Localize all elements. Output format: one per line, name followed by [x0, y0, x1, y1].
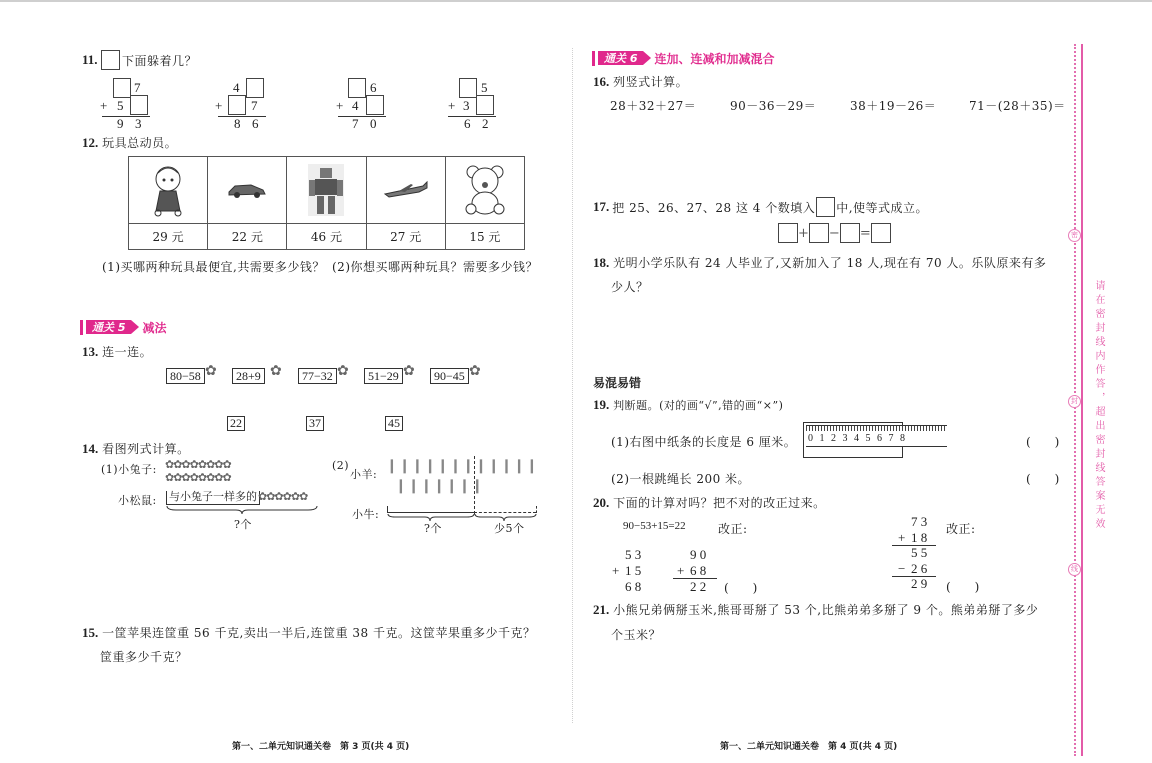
digit: 3 — [463, 98, 470, 113]
q14-part1-label — [101, 461, 157, 477]
section-tag-6 — [592, 50, 775, 66]
toy-cell — [208, 157, 287, 224]
toy-cell — [366, 157, 445, 224]
digit: 5 — [481, 80, 488, 95]
answer-box[interactable] — [130, 95, 148, 115]
section-tag-label: 通关 5 — [86, 320, 131, 334]
q16-expr-4: 71－(28＋35)＝ — [969, 99, 1066, 113]
digit: 4 — [233, 80, 240, 95]
answer-box[interactable]: 37 — [306, 416, 324, 431]
answer-paren[interactable]: ( ) — [946, 580, 980, 594]
easy-mistakes-heading: 易混易错 — [593, 376, 642, 390]
equals-sign: = — [859, 225, 871, 241]
total-brace — [166, 505, 318, 515]
section-title: 连加、连减和加减混合 — [654, 51, 775, 66]
page-divider — [572, 48, 573, 723]
answer-box[interactable] — [840, 223, 860, 243]
tick-label: 0 — [808, 433, 820, 444]
q13-header — [82, 343, 152, 360]
q16-expr-3: 38＋19－26＝ — [850, 99, 937, 113]
digit: 5 3 — [625, 547, 642, 562]
digit: 5 — [117, 98, 124, 113]
carrot-icons-row2: ❙❙❙❙❙❙❙ — [395, 478, 485, 494]
toy-cell — [445, 157, 524, 224]
ruler-labels — [808, 433, 912, 444]
answer-paren[interactable]: ( ) — [1026, 435, 1060, 449]
digit: 3 — [135, 116, 142, 131]
q21-text: 小熊兄弟俩掰玉米,熊哥哥掰了 53 个,比熊弟弟多掰了 9 个。熊弟弟掰了多少 — [613, 603, 1039, 617]
digit: 1 8 — [911, 530, 928, 545]
q19-item-2: (2)一根跳绳长 200 米。 — [611, 472, 751, 486]
seal-mark-icon: 线 — [1068, 563, 1081, 576]
minus-sign: − — [898, 561, 906, 576]
q11-box[interactable] — [101, 50, 120, 70]
q14-part2-label: (2) — [332, 459, 350, 472]
q17-prompt-a: 把 25、26、27、28 这 4 个数填入 — [612, 200, 816, 215]
q12-subquestion-1: (1)买哪两种玩具最便宜,共需要多少钱？ — [102, 260, 325, 274]
seal-mark-icon: 封 — [1068, 395, 1081, 408]
q12-header — [82, 134, 177, 151]
section-tag-label: 通关 6 — [598, 51, 643, 65]
divider-dashed — [474, 456, 475, 514]
question-number: 20. — [593, 495, 610, 510]
plus-sign: + — [100, 98, 108, 113]
seal-mark-icon: 密 — [1068, 229, 1081, 242]
tick-label: 3 — [842, 433, 854, 444]
toy-price-table — [128, 156, 525, 250]
sum-line — [338, 116, 386, 117]
q19-item-1: (1)右图中纸条的长度是 6 厘米。 — [611, 435, 797, 449]
q18-line2: 少人？ — [611, 280, 649, 294]
rabbit-icons: ✿✿✿✿✿✿✿✿ ✿✿✿✿✿✿✿✿ — [165, 458, 231, 484]
tick-label: 7 — [888, 433, 900, 444]
digit: 6 — [370, 80, 377, 95]
same-as-bracket: 与小兔子一样多的 — [166, 491, 260, 505]
carrot-icons-row1: ❙❙❙❙❙❙❙❙❙❙❙❙ — [386, 458, 539, 474]
flower-icon: ✿ — [469, 363, 481, 379]
expression-box[interactable]: 80−58 — [166, 368, 205, 384]
squirrel-icons: ✿✿✿✿✿✿ — [258, 490, 308, 503]
answer-box[interactable] — [113, 78, 131, 98]
q12-subquestion-2: (2)你想买哪两种玩具？需要多少钱？ — [332, 260, 538, 274]
question-number: 12. — [82, 135, 99, 150]
tag-bar — [592, 51, 595, 66]
flower-icon: ✿ — [337, 363, 349, 379]
rabbit-label: 小兔子: — [118, 463, 157, 476]
q16-expr-1: 28＋32＋27＝ — [610, 99, 697, 113]
answer-box[interactable]: 22 — [227, 416, 245, 431]
robot-icon — [298, 160, 354, 220]
q15-line1 — [82, 624, 536, 641]
question-number: 21. — [593, 602, 610, 617]
answer-box[interactable] — [459, 78, 477, 98]
q20-prompt: 下面的计算对吗？把不对的改正过来。 — [613, 496, 826, 510]
expression-box[interactable]: 77−32 — [298, 368, 337, 384]
page-footer-right: 第一、二单元知识通关卷 第 4 页(共 4 页) — [720, 742, 898, 752]
tick-label: 1 — [819, 433, 831, 444]
toy-cell — [129, 157, 208, 224]
digit: 7 — [251, 98, 258, 113]
q18-line1 — [593, 254, 1046, 271]
price-cell: 27 元 — [366, 224, 445, 250]
answer-box[interactable] — [348, 78, 366, 98]
toy-cell — [287, 157, 366, 224]
question-number: 19. — [593, 397, 610, 412]
q17-header — [593, 197, 928, 217]
q20-header — [593, 494, 826, 511]
q17-prompt-b: 中,使等式成立。 — [836, 200, 929, 215]
question-number: 14. — [82, 441, 99, 456]
digit: 2 2 — [690, 579, 707, 594]
digit: 2 6 — [911, 561, 928, 576]
q13-prompt: 连一连。 — [102, 345, 153, 359]
q17-equation — [778, 223, 891, 243]
ruler-figure — [803, 422, 951, 458]
q18-text: 光明小学乐队有 24 人毕业了,又新加入了 18 人,现在有 70 人。乐队原来有多 — [613, 256, 1047, 270]
flower-icon: ✿ — [270, 363, 282, 379]
q15-line2: 筐重多少千克？ — [100, 650, 188, 664]
q21-line2: 个玉米？ — [611, 628, 662, 642]
expression-box[interactable]: 51−29 — [364, 368, 403, 384]
question-number: 13. — [82, 344, 99, 359]
digit: 6 — [464, 116, 471, 131]
flower-icon: ✿ — [403, 363, 415, 379]
q16-header — [593, 73, 688, 90]
expression-box[interactable]: 90−45 — [430, 368, 469, 384]
q11-header — [82, 52, 98, 68]
digit: 7 — [352, 116, 359, 131]
plus-sign: + — [215, 98, 223, 113]
q16-prompt: 列竖式计算。 — [613, 75, 689, 89]
digit: 6 8 — [625, 579, 642, 594]
cow-label: 小牛: — [352, 508, 380, 521]
question-number: 11. — [82, 52, 98, 67]
airplane-icon — [378, 160, 434, 220]
price-cell: 15 元 — [445, 224, 524, 250]
q14-header — [82, 440, 190, 457]
tick-label: 2 — [831, 433, 843, 444]
squirrel-label: 小松鼠: — [118, 494, 157, 507]
price-cell: 22 元 — [208, 224, 287, 250]
toy-car-icon — [219, 160, 275, 220]
plus-sign: + — [612, 563, 620, 578]
digit: 5 5 — [911, 545, 928, 560]
page-footer-left: 第一、二单元知识通关卷 第 3 页(共 4 页) — [232, 742, 410, 752]
question-number: 18. — [593, 255, 610, 270]
top-border — [0, 0, 1152, 2]
tick-label: 4 — [854, 433, 866, 444]
bar-tick — [536, 506, 537, 513]
answer-box[interactable] — [246, 78, 264, 98]
digit: 2 9 — [911, 576, 928, 591]
digit: 4 — [352, 98, 359, 113]
less-label: 少5个 — [494, 522, 525, 535]
digit: 6 8 — [690, 563, 707, 578]
plus-sign: + — [336, 98, 344, 113]
correction-label: 改正: — [718, 522, 748, 536]
doll-icon — [140, 160, 196, 220]
tick-label: 5 — [865, 433, 877, 444]
digit: 7 3 — [911, 514, 928, 529]
seal-line — [1081, 44, 1083, 756]
plus-sign: + — [677, 563, 685, 578]
q15-text: 一筐苹果连筐重 56 千克,卖出一半后,连筐重 38 千克。这筐苹果重多少千克？ — [102, 626, 536, 640]
correction-label: 改正: — [946, 522, 976, 536]
answer-box[interactable] — [228, 95, 246, 115]
unknown-label: ?个 — [424, 522, 442, 535]
expression-box[interactable]: 28+9 — [232, 368, 265, 384]
tag-arrow-icon — [131, 320, 139, 334]
q21-line1 — [593, 601, 1038, 618]
q19-prompt: 判断题。(对的画“√”,错的画“×”) — [613, 399, 784, 412]
digit: 1 5 — [625, 563, 642, 578]
answer-paren[interactable]: ( ) — [1026, 472, 1060, 486]
price-cell: 29 元 — [129, 224, 208, 250]
tag-arrow-icon — [643, 51, 651, 65]
digit: 9 — [117, 116, 124, 131]
example-box — [816, 197, 835, 217]
q19-header — [593, 397, 783, 413]
digit: 6 — [252, 116, 259, 131]
tick-label: 6 — [877, 433, 889, 444]
q11-prompt: 下面躲着几？ — [122, 54, 198, 68]
plus-sign: + — [448, 98, 456, 113]
part-label: (1) — [101, 463, 119, 476]
tick-label: 8 — [900, 433, 912, 444]
tag-bar — [80, 320, 83, 335]
flower-icon: ✿ — [205, 363, 217, 379]
question-number: 17. — [593, 199, 610, 214]
sum-line — [448, 116, 496, 117]
q14-prompt: 看图列式计算。 — [102, 442, 190, 456]
digit: 9 0 — [690, 547, 707, 562]
answer-box[interactable] — [778, 223, 798, 243]
bar-tick — [387, 506, 388, 513]
digit: 8 — [234, 116, 241, 131]
answer-box[interactable] — [366, 95, 384, 115]
digit: 7 — [134, 80, 141, 95]
q12-prompt: 玩具总动员。 — [102, 136, 178, 150]
plus-sign: + — [898, 530, 906, 545]
teddy-bear-icon — [457, 160, 513, 220]
answer-box[interactable]: 45 — [385, 416, 403, 431]
digit: 0 — [370, 116, 377, 131]
margin-notice: 请在密封线内作答，超出密封线答案无效 — [1093, 280, 1104, 532]
minus-sign: − — [828, 225, 840, 241]
question-number: 16. — [593, 74, 610, 89]
q16-expr-2: 90－36－29＝ — [730, 99, 817, 113]
total-label: ?个 — [234, 518, 252, 531]
price-cell: 46 元 — [287, 224, 366, 250]
sheep-label: 小羊: — [350, 468, 378, 481]
question-number: 15. — [82, 625, 99, 640]
answer-box[interactable] — [809, 223, 829, 243]
sum-line — [102, 116, 150, 117]
q20-equation: 90−53+15=22 — [623, 520, 686, 532]
answer-paren[interactable]: ( ) — [724, 581, 758, 595]
answer-box[interactable] — [476, 95, 494, 115]
answer-box[interactable] — [871, 223, 891, 243]
section-title: 减法 — [142, 320, 167, 335]
section-tag-5 — [80, 319, 167, 335]
digit: 2 — [482, 116, 489, 131]
plus-sign: + — [798, 225, 809, 241]
